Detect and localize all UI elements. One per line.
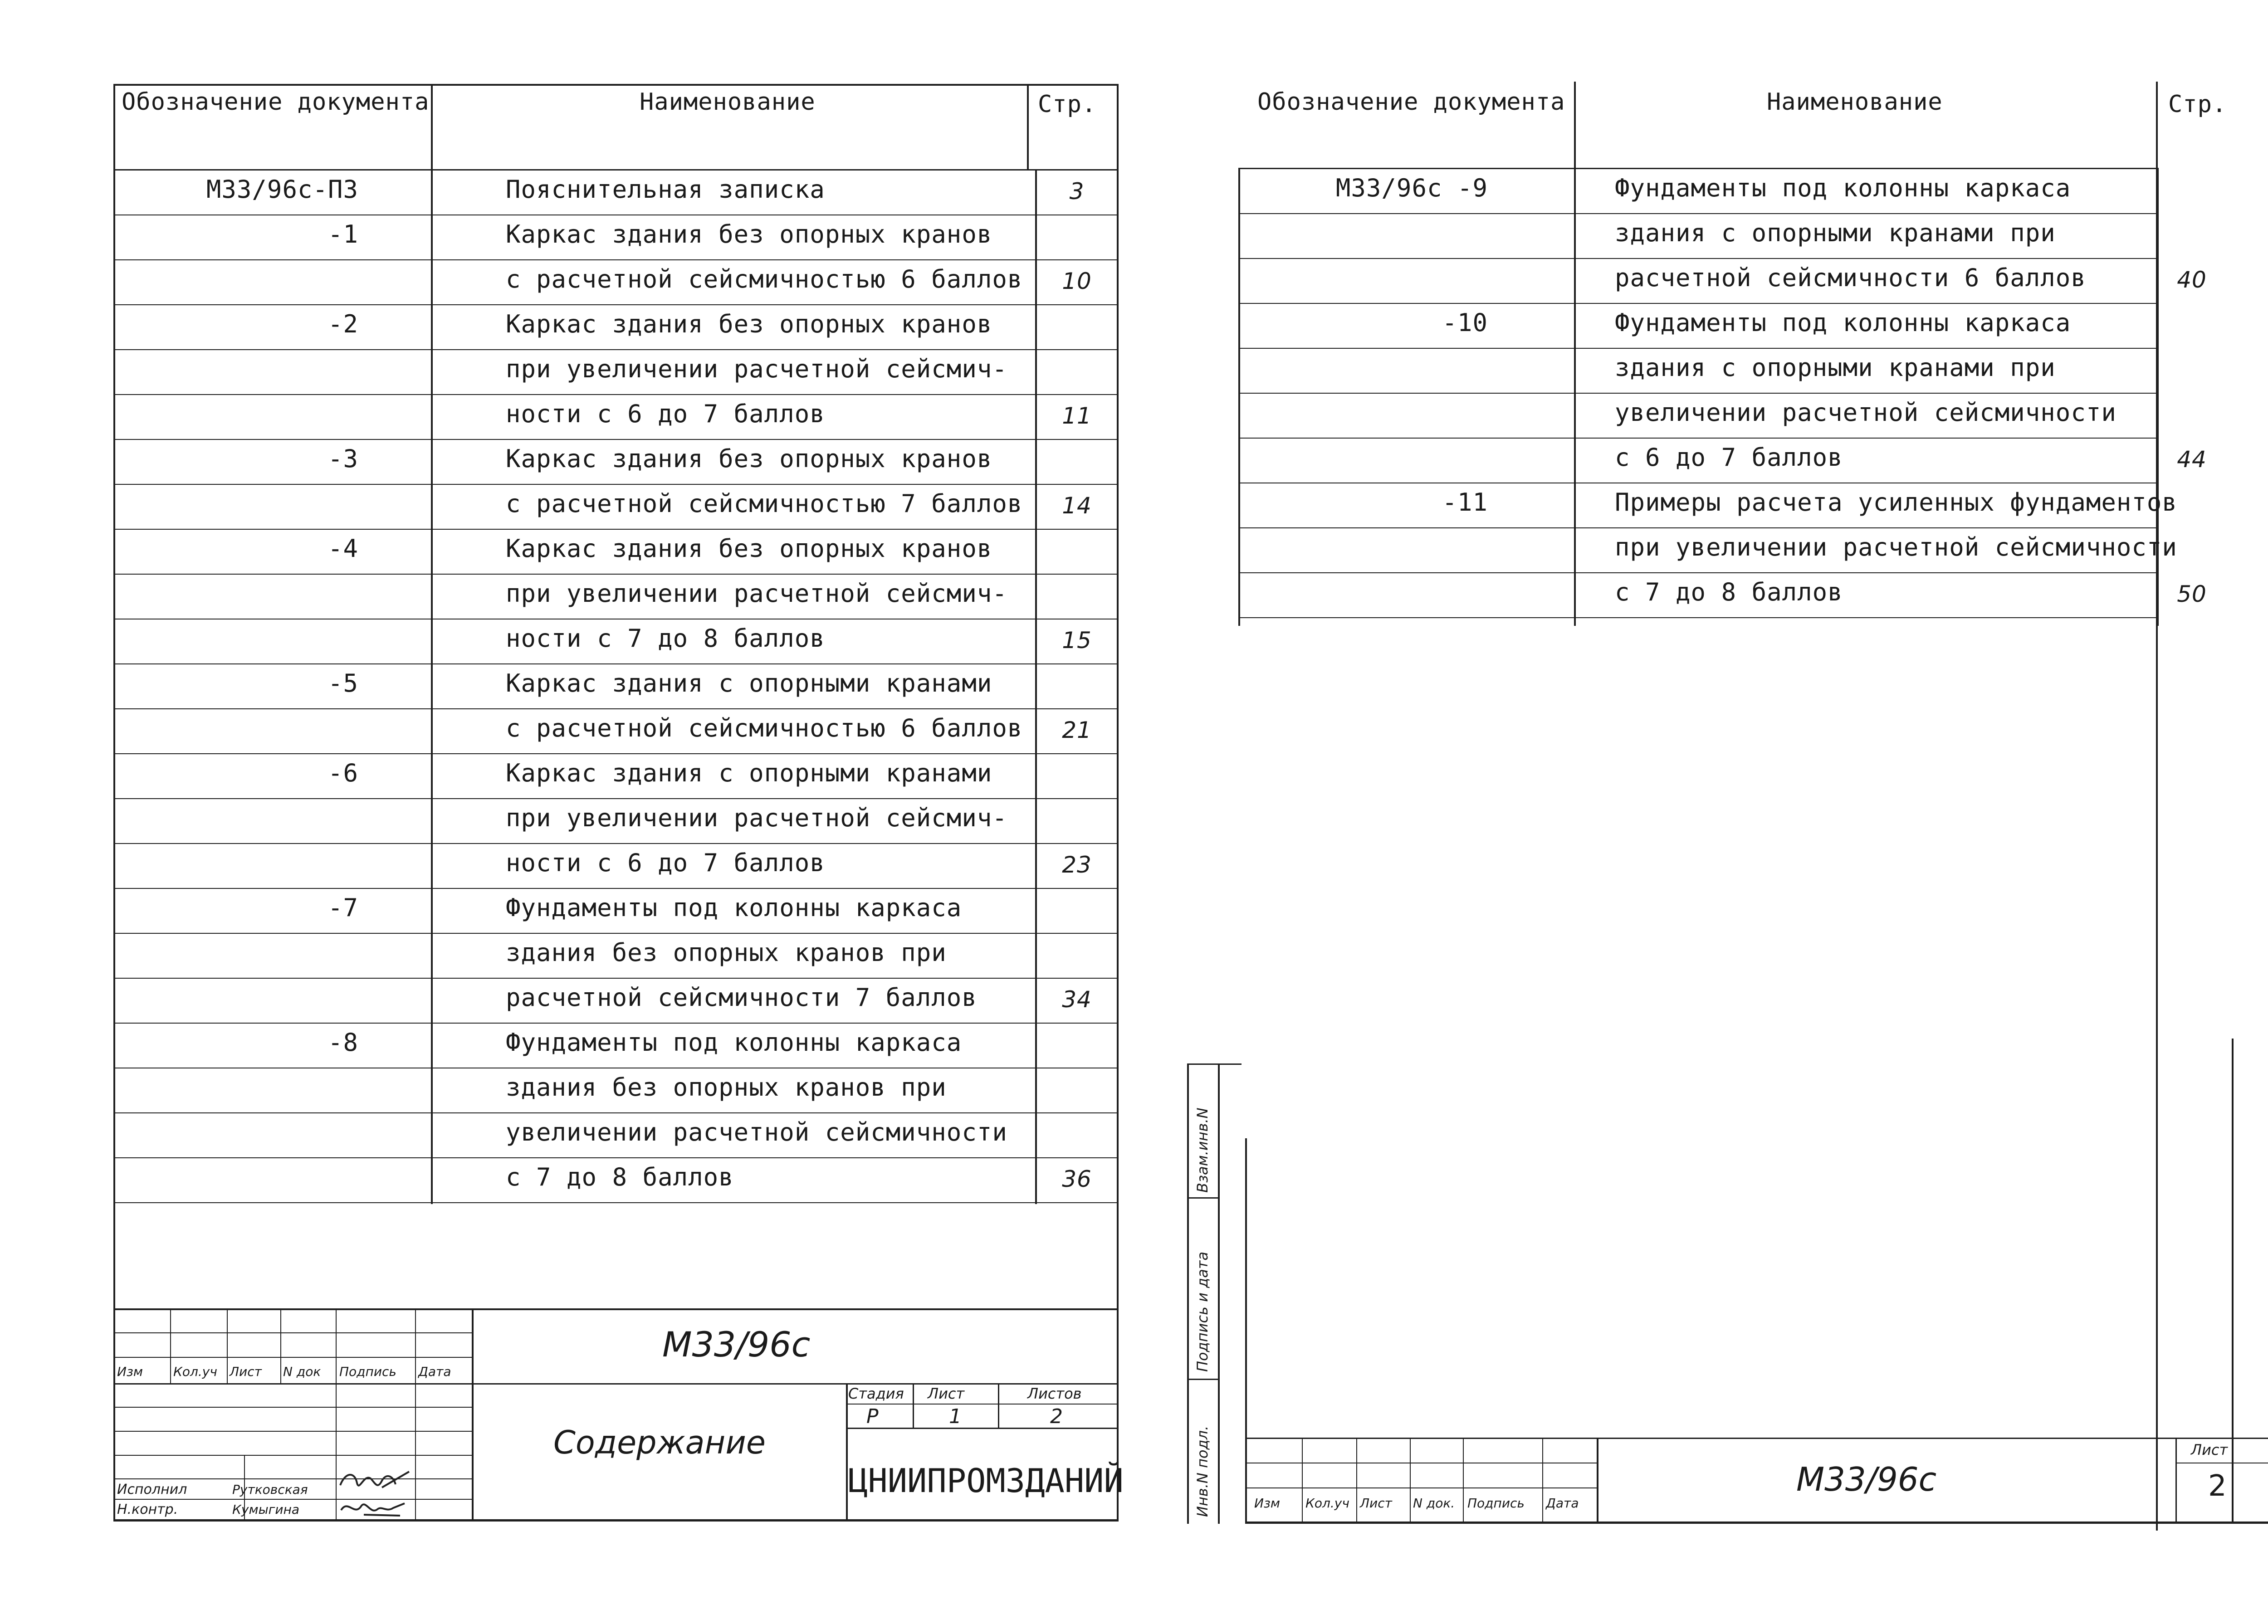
left-tb-col-label: Изм [117, 1364, 143, 1379]
left-row-name: Каркас здания без опорных кранов [506, 220, 992, 249]
left-tb-col-label: Дата [418, 1364, 451, 1379]
left-row-code: -6 [327, 759, 358, 787]
left-tb-col-label: N док [283, 1364, 321, 1379]
left-stage-label: Стадия [848, 1385, 904, 1402]
right-doc-code: М33/96с [1796, 1460, 1937, 1498]
right-row-line [1239, 438, 2158, 439]
right-row-code: М33/96с -9 [1335, 174, 1488, 202]
right-header-designation: Обозначение документа [1257, 88, 1565, 116]
staff-role-1: Исполнил [117, 1482, 187, 1497]
right-row-page: 40 [2177, 267, 2207, 293]
left-row-page: 15 [1062, 627, 1092, 654]
right-row-name: Фундаменты под колонны каркаса [1615, 174, 2071, 202]
left-sheet-title: Содержание [553, 1424, 766, 1461]
left-row-page: 14 [1062, 493, 1092, 519]
staff-role-2: Н.контр. [117, 1502, 178, 1517]
right-tb-col-label: N док. [1413, 1496, 1455, 1511]
left-doc-code: М33/96с [662, 1324, 811, 1365]
left-row-name: Каркас здания без опорных кранов [506, 444, 992, 473]
right-row-page: 44 [2177, 446, 2207, 473]
right-row-name: Фундаменты под колонны каркаса [1615, 308, 2071, 337]
left-stage-value: Р [866, 1405, 879, 1428]
staff-name-2: Кумыгина [232, 1502, 300, 1517]
left-row-name: расчетной сейсмичности 7 баллов [506, 983, 977, 1012]
left-row-code: -8 [327, 1028, 358, 1057]
left-row-name: Каркас здания с опорными кранами [506, 669, 992, 697]
left-row-code: -4 [327, 534, 358, 563]
left-row-page: 3 [1069, 178, 1085, 205]
left-row-name: Фундаменты под колонны каркаса [506, 893, 962, 922]
left-row-name: увеличении расчетной сейсмичности [506, 1118, 1007, 1146]
left-row-code: -1 [327, 220, 358, 249]
left-row-page: 21 [1062, 717, 1092, 743]
left-row-page: 34 [1062, 986, 1092, 1013]
left-row-code: -3 [327, 444, 358, 473]
left-sheet-label: Лист [928, 1385, 965, 1402]
left-sheets-value: 2 [1050, 1405, 1063, 1428]
right-row-name: увеличении расчетной сейсмичности [1615, 398, 2116, 427]
right-row-line [1239, 348, 2158, 349]
left-header-name: Наименование [640, 88, 816, 116]
left-tb-col-label: Кол.уч [173, 1364, 217, 1379]
right-row-code: -11 [1442, 488, 1488, 517]
right-row-line [1239, 527, 2158, 528]
right-row-page: 50 [2177, 581, 2207, 607]
right-tb-col-label: Лист [1360, 1496, 1392, 1511]
left-row-name: при увеличении расчетной сейсмич- [506, 579, 1007, 608]
right-row-line [1239, 572, 2158, 573]
right-tb-col-label: Кол.уч [1305, 1496, 1349, 1511]
left-row-code: -2 [327, 310, 358, 338]
right-header-name: Наименование [1767, 88, 1943, 116]
right-row-name: при увеличении расчетной сейсмичности [1615, 533, 2177, 561]
right-header-page: Стр. [2168, 91, 2227, 118]
left-row-name: с расчетной сейсмичностью 7 баллов [506, 489, 1023, 518]
left-row-name: Фундаменты под колонны каркаса [506, 1028, 962, 1057]
right-sheet-label: Лист [2191, 1441, 2228, 1458]
right-row-name: здания с опорными кранами при [1615, 219, 2056, 247]
left-row-page: 11 [1062, 403, 1092, 429]
left-sheets-label: Листов [1027, 1385, 1082, 1402]
left-row-name: ности с 6 до 7 баллов [506, 849, 825, 877]
right-tb-col-label: Подпись [1467, 1496, 1525, 1511]
right-row-line [1239, 258, 2158, 259]
right-row-name: расчетной сейсмичности 6 баллов [1615, 263, 2086, 292]
left-row-name: с 7 до 8 баллов [506, 1163, 734, 1191]
left-row-name: с расчетной сейсмичностью 6 баллов [506, 714, 1023, 742]
left-row-name: здания без опорных кранов при [506, 1073, 947, 1102]
left-row-code: -7 [327, 893, 358, 922]
right-tb-col-label: Изм [1254, 1496, 1280, 1511]
left-row-page: 10 [1062, 268, 1092, 294]
left-org-name: ЦНИИПРОМЗДАНИЙ [848, 1462, 1124, 1500]
staff-name-1: Рутковская [232, 1482, 308, 1497]
left-row-name: Каркас здания с опорными кранами [506, 759, 992, 787]
left-tb-col-label: Подпись [339, 1364, 396, 1379]
stamp-original-inv: Инв.N подл. [1194, 1425, 1211, 1517]
right-tb-col-label: Дата [1546, 1496, 1579, 1511]
right-sheet-value: 2 [2208, 1469, 2227, 1503]
right-row-line [1239, 617, 2158, 618]
left-row-name: при увеличении расчетной сейсмич- [506, 355, 1007, 383]
left-row-page: 23 [1062, 852, 1092, 878]
left-row-name: ности с 6 до 7 баллов [506, 400, 825, 428]
stamp-signature-date: Подпись и дата [1194, 1251, 1211, 1372]
left-row-name: ности с 7 до 8 баллов [506, 624, 825, 653]
left-header-page: Стр. [1038, 91, 1097, 118]
left-row-code: М33/96с-ПЗ [206, 175, 358, 204]
right-row-line [1239, 303, 2158, 304]
right-row-name: Примеры расчета усиленных фундаментов [1615, 488, 2177, 517]
left-header-designation: Обозначение документа [122, 88, 430, 116]
left-row-page: 36 [1062, 1166, 1092, 1192]
right-row-name: здания с опорными кранами при [1615, 353, 2056, 382]
right-row-line [1239, 213, 2158, 214]
left-row-name: здания без опорных кранов при [506, 938, 947, 967]
left-row-code: -5 [327, 669, 358, 697]
left-row-name: при увеличении расчетной сейсмич- [506, 804, 1007, 832]
left-row-name: Каркас здания без опорных кранов [506, 310, 992, 338]
left-tb-col-label: Лист [230, 1364, 262, 1379]
left-row-name: с расчетной сейсмичностью 6 баллов [506, 265, 1023, 293]
left-row-name: Пояснительная записка [506, 175, 825, 204]
left-sheet-value: 1 [949, 1405, 962, 1428]
stamp-replacement-inv: Взам.инв.N [1194, 1107, 1211, 1193]
right-row-code: -10 [1442, 308, 1488, 337]
right-row-line [1239, 393, 2158, 394]
right-row-name: с 7 до 8 баллов [1615, 578, 1843, 606]
right-row-name: с 6 до 7 баллов [1615, 443, 1843, 472]
left-row-name: Каркас здания без опорных кранов [506, 534, 992, 563]
